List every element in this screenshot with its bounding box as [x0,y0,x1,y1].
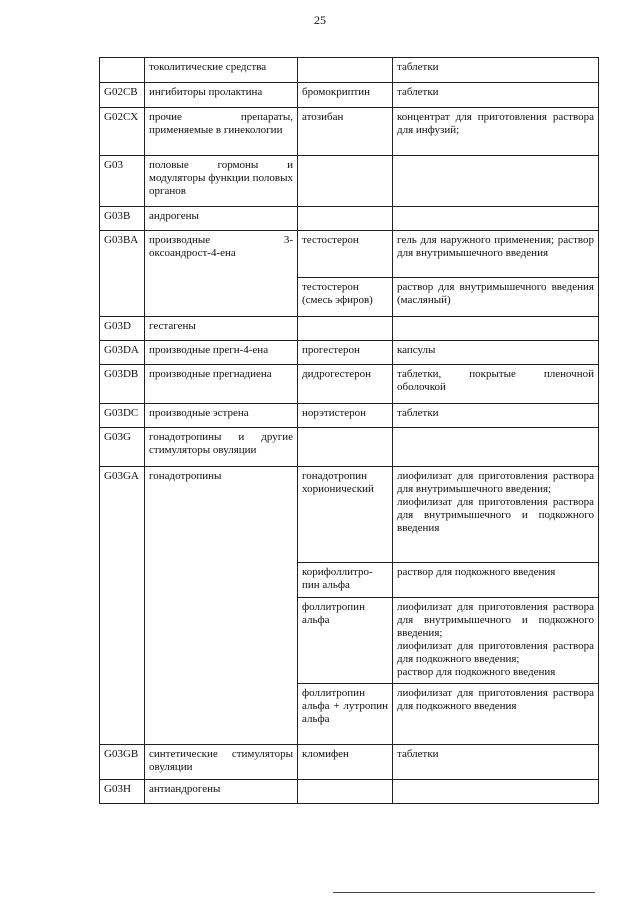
inn-cell [298,428,393,467]
atc-code-cell: G02CB [100,83,145,108]
inn-cell [298,780,393,804]
dosage-form-cell: таблетки [393,404,599,428]
anatomical-group-cell: производные эстрена [145,404,298,428]
atc-code-cell: G03GA [100,467,145,745]
anatomical-group-cell: производные 3-оксоандрост-4-ена [145,231,298,317]
dosage-form-cell [393,317,599,341]
table-row [100,58,599,83]
dosage-form-cell: раствор для подкожного введения [393,563,599,598]
atc-code-cell: G03BA [100,231,145,317]
table-row [100,207,599,231]
table-row [100,83,599,108]
atc-code-cell: G03D [100,317,145,341]
atc-code-cell: G03B [100,207,145,231]
anatomical-group-cell: гонадотропины [145,467,298,745]
footer-rule [333,892,595,893]
inn-cell [298,58,393,83]
inn-cell [298,156,393,207]
anatomical-group-cell: синтетические стимуляторы овуляции [145,745,298,780]
inn-cell: атозибан [298,108,393,156]
anatomical-group-cell: токолитические средства [145,58,298,83]
anatomical-group-cell: производные прегнадиена [145,365,298,404]
anatomical-group-cell: гестагены [145,317,298,341]
table-row [100,428,599,467]
table-row [100,745,599,780]
table-row [100,404,599,428]
dosage-form-cell [393,156,599,207]
inn-cell [298,207,393,231]
inn-cell: норэтистерон [298,404,393,428]
table-row [100,780,599,804]
table-row [100,231,599,278]
atc-code-cell [100,58,145,83]
dosage-form-cell: лиофилизат для приготовления раствора для внутримышечного введения; лиофилизат для приготовления раствора для внутримышечного и подкожного введения [393,467,599,563]
page-number: 25 [314,13,326,27]
dosage-form-cell: таблетки [393,745,599,780]
dosage-form-cell [393,780,599,804]
anatomical-group-cell: гонадотропины и другие стимуляторы овуляции [145,428,298,467]
table-row [100,365,599,404]
inn-cell: фоллитропин альфа + лутропин альфа [298,684,393,745]
inn-cell: тестостерон [298,231,393,278]
dosage-form-cell: лиофилизат для приготовления раствора для подкожного введения [393,684,599,745]
anatomical-group-cell: антиандрогены [145,780,298,804]
dosage-form-cell: раствор для внутримышечного введения (масляный) [393,278,599,317]
dosage-form-cell: концентрат для приготовления раствора для инфузий; [393,108,599,156]
atc-code-cell: G03DB [100,365,145,404]
inn-cell [298,317,393,341]
anatomical-group-cell: ингибиторы пролактина [145,83,298,108]
drug-classification-table [99,57,599,804]
dosage-form-cell: таблетки, покрытые пленочной оболочкой [393,365,599,404]
anatomical-group-cell: прочие препараты, применяемые в гинекологии [145,108,298,156]
atc-code-cell: G02CX [100,108,145,156]
inn-cell: прогестерон [298,341,393,365]
dosage-form-cell: лиофилизат для приготовления раствора для внутримышечного и подкожного введения; лиофилизат для приготовления раствора для подкожного введения; раствор для подкожного введения [393,598,599,684]
table-row [100,108,599,156]
table-row [100,317,599,341]
table-row [100,156,599,207]
atc-code-cell: G03DA [100,341,145,365]
atc-code-cell: G03G [100,428,145,467]
anatomical-group-cell: половые гормоны и модуляторы функции половых органов [145,156,298,207]
inn-cell: фоллитропин альфа [298,598,393,684]
atc-code-cell: G03 [100,156,145,207]
anatomical-group-cell: андрогены [145,207,298,231]
inn-cell: гонадотропин хорионический [298,467,393,563]
inn-cell: бромокриптин [298,83,393,108]
inn-cell: корифоллитро-пин альфа [298,563,393,598]
dosage-form-cell [393,207,599,231]
atc-code-cell: G03DC [100,404,145,428]
inn-cell: кломифен [298,745,393,780]
dosage-form-cell: таблетки [393,83,599,108]
inn-cell: тестостерон (смесь эфиров) [298,278,393,317]
anatomical-group-cell: производные прегн-4-ена [145,341,298,365]
dosage-form-cell: капсулы [393,341,599,365]
table-row [100,467,599,563]
inn-cell: дидрогестерон [298,365,393,404]
atc-code-cell: G03H [100,780,145,804]
table-row [100,341,599,365]
dosage-form-cell: таблетки [393,58,599,83]
dosage-form-cell [393,428,599,467]
dosage-form-cell: гель для наружного применения; раствор для внутримышечного введения [393,231,599,278]
atc-code-cell: G03GB [100,745,145,780]
